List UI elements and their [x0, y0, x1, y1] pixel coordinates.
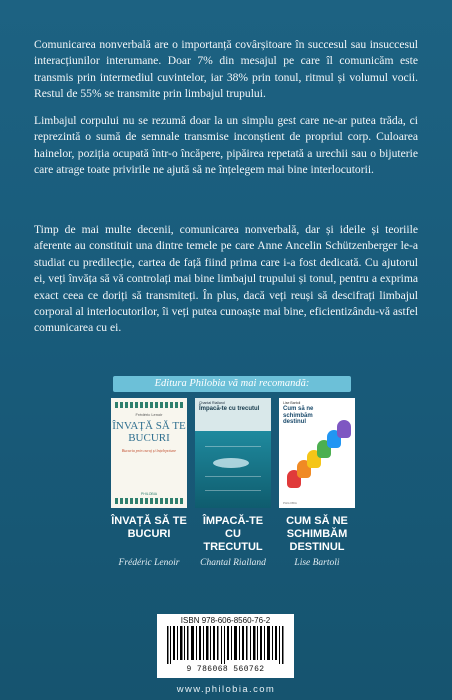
- cover-title: ÎNVAȚĂ SĂ TE BUCURI: [112, 420, 186, 444]
- head-silhouette-icon: [337, 420, 351, 438]
- ornament-border: [115, 402, 183, 408]
- ornament-border: [115, 498, 183, 504]
- recommended-book-2[interactable]: [195, 398, 271, 598]
- water-splash-icon: [213, 458, 249, 468]
- recommendation-banner: Editura Philobia vă mai recomandă:: [113, 376, 351, 392]
- description-paragraph-3: Timp de mai multe decenii, comunicarea nonverbală, dar și ideile și teoriile aferente au constituit una dintre temele pe care Anne Ancelin Schützenberger le-a studiat cu predilecție, cartea de față fiind prima care i-a fost dedicată. Cu ajutorul ei, veți învăța să vă controlați mai bine limbajul trupului și tonul, pentru a exprima exact ceea ce doriți să transmiteți. În plus, dacă veți reuși să descifrați limbajul corporal al interlocutorilor, îi veți putea cunoaște mai bine, eficientizându-vă astfel comunicarea cu ei.: [34, 223, 418, 335]
- book-author: Chantal Rialland: [200, 558, 266, 568]
- recommended-book-1[interactable]: [111, 398, 187, 598]
- recommended-books: [111, 398, 355, 598]
- cover-author: Lise Bartoli: [283, 401, 301, 405]
- barcode: [157, 614, 294, 678]
- cover-publisher: PHILOBIA: [140, 492, 158, 496]
- book-author: Lise Bartoli: [294, 558, 340, 568]
- recommended-book-3[interactable]: [279, 398, 355, 598]
- cover-author: Chantal Rialland: [199, 401, 225, 405]
- book-author: Frédéric Lenoir: [118, 558, 180, 568]
- description-paragraph-2: Limbajul corpului nu se rezumă doar la un simplu gest care ne-ar putea trăda, ci reprezintă o sumă de semnale transmise inconștient de propriul corp. Culoarea hainelor, poziția ocupată într-o încăpere, pipăirea repetată a urechii sau o bijuterie care atrage toate privirile ne ajută să ne înțelegem mai bine interlocutorii.: [34, 114, 418, 177]
- description-paragraph-1: Comunicarea nonverbală are o importanță covârșitoare în succesul sau insuccesul interacțiunilor interumane. Doar 7% din mesajul pe care îl comunicăm este transmis prin intermediul cuvintelor, iar 38% prin tonul, ritmul și volumul vocii. Restul de 55% se transmite prin limbajul trupului.: [34, 38, 418, 101]
- cover-title: Împacă-te cu trecutul: [199, 406, 260, 412]
- book-title: ÎMPACĂ-TE CU TRECUTUL: [202, 515, 264, 553]
- barcode-digits: 9 786068 560762: [186, 665, 265, 674]
- cover-subtitle: Bucuria prin curaj și înțelepciune: [121, 448, 177, 453]
- water-ripple: [205, 476, 261, 477]
- book-cover-2: [195, 398, 271, 508]
- book-cover-3: [279, 398, 355, 508]
- water-ripple: [205, 490, 261, 491]
- water-ripple: [205, 446, 261, 447]
- book-cover-1: [111, 398, 187, 508]
- publisher-website[interactable]: www.philobia.com: [176, 684, 276, 695]
- book-title: ÎNVAȚĂ SĂ TE BUCURI: [111, 515, 187, 540]
- book-title: CUM SĂ NE SCHIMBĂM DESTINUL: [286, 515, 348, 553]
- barcode-bars-icon: [167, 626, 285, 664]
- isbn-label: ISBN 978-606-8560-76-2: [180, 616, 271, 625]
- cover-title: Cum să ne schimbăm destinul: [283, 406, 314, 425]
- cover-author: Frédéric Lenoir: [135, 412, 163, 417]
- cover-publisher: PHILOBIA: [283, 501, 297, 505]
